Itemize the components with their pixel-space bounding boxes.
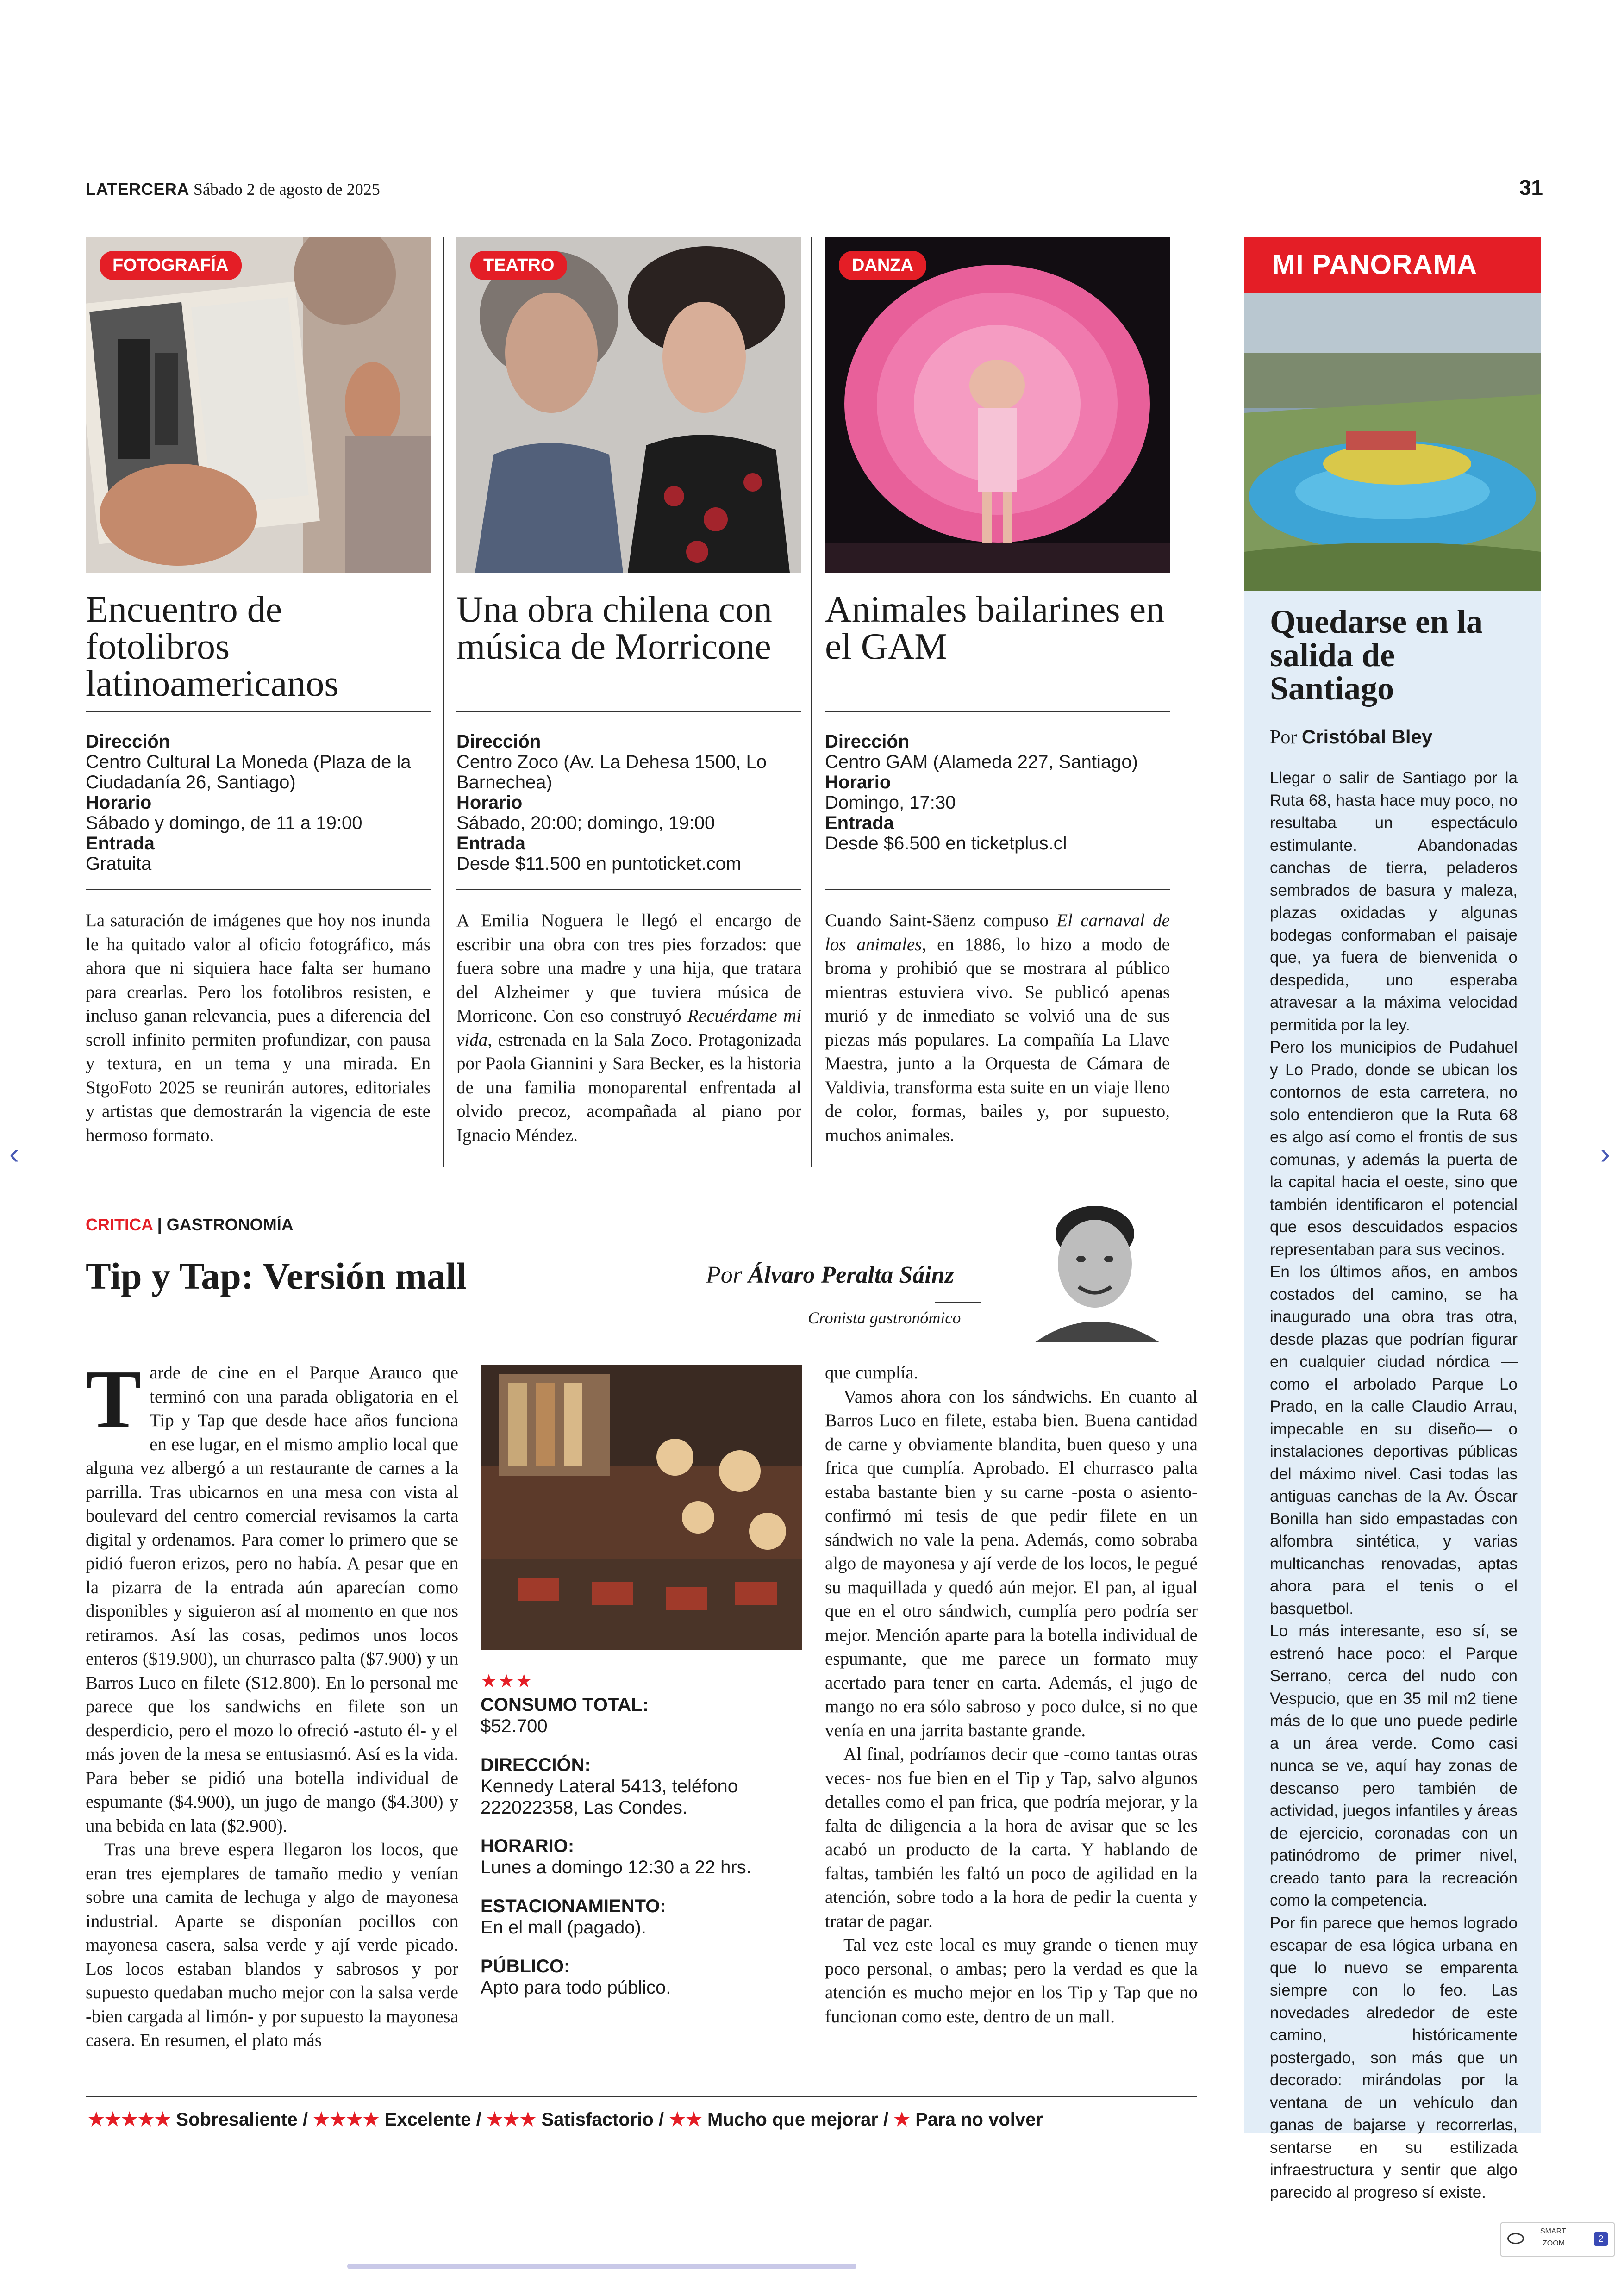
fact-value: En el mall (pagado). <box>481 1917 646 1938</box>
fact-label: PÚBLICO: <box>481 1956 570 1977</box>
legend-separator: / <box>653 2109 669 2130</box>
direccion-label: Dirección <box>456 731 541 752</box>
event-text-part: , estrenada en la Sala Zoco. Protagonizada por Paola Giannini y Sara Becker, es la historia de una familia monoparental enfrentada al olvido precoz, acompañada al piano por Ignacio Méndez. <box>456 1029 801 1145</box>
event-photo-fotolibros <box>86 237 431 573</box>
review-paragraph: arde de cine en el Parque Arauco que terminó con una parada obligatoria en el Tip y Tap que desde hace años funciona en ese lugar, en el mismo amplio local que alguna vez albergó a un restaurante de carnes a la parrilla. Tras ubicarnos en una mesa con vista al boulevard del centro comercial revisamos la carta digital y ordenamos. Para comer lo primero que se pidió fueron erizos, pero no había. A pesar que en la pizarra de la entrada aún aparecían como disponibles y siguieron así al momento en que nos retiramos. Así las cosas, pedimos unos locos enteros ($19.900), un churrasco palta ($7.900) y un Barros Luco en filete ($12.800). En lo personal me parece que los sandwichs en filete son un desperdicio, pero el mozo lo ofreció -astuto él- y el más joven de la mesa se entusiasmó. Así es la vida. Para beber se pidió una botella individual de espumante ($4.900), un jugo de mango ($4.300) y una bebida en lata ($2.900). <box>86 1363 458 1836</box>
legend-separator: / <box>297 2109 313 2130</box>
issue-date: Sábado 2 de agosto de 2025 <box>193 180 380 199</box>
event-column-danza <box>825 237 1170 1147</box>
sidebar-header: MI PANORAMA <box>1244 237 1541 293</box>
direccion-value: Centro GAM (Alameda 227, Santiago) <box>825 752 1138 772</box>
smart-zoom-label-line1: SMART <box>1540 2227 1566 2235</box>
sidebar-mi-panorama <box>1244 237 1541 2201</box>
category-tag: FOTOGRAFÍA <box>100 251 242 280</box>
fact-value: $52.700 <box>481 1716 548 1736</box>
smart-zoom-label-line2: ZOOM <box>1543 2239 1565 2247</box>
column-separator <box>443 237 444 1167</box>
section-topic: GASTRONOMÍA <box>166 1215 294 1234</box>
legend-label: Sobresaliente <box>176 2109 298 2130</box>
legend-stars: ★★ <box>669 2109 702 2130</box>
fact-publico <box>481 1956 671 1998</box>
legend-stars: ★ <box>893 2109 911 2130</box>
section-label <box>86 1215 294 1235</box>
section-critica: CRITICA <box>86 1215 153 1234</box>
horario-label: Horario <box>825 772 891 792</box>
legend-stars: ★★★★ <box>313 2109 380 2130</box>
sidebar-author: Cristóbal Bley <box>1301 726 1433 748</box>
legend-label: Mucho que mejorar <box>707 2109 878 2130</box>
review-paragraph: Tras una breve espera llegaron los locos, que eran tres ejemplares de tamaño medio y venían sobre una camita de lechuga y algo de mayonesa industrial. Aparte se disponían pocillos con mayonesa casera, salsa verde y ají verde picado. Los locos estaban blandos y sabrosos y por supuesto quedaban mucho mejor con la salsa verde -bien cargada al limón- y por supuesto la mayonesa casera. En resumen, el plato más <box>86 1840 458 2050</box>
event-text: La saturación de imágenes que hoy nos inunda le ha quitado valor al oficio fotográfico, más ahora que ni siquiera hace falta ser humano para crearlas. Pero los fotolibros resisten, e incluso ganan relevancia, pues a diferencia del scroll infinito permiten profundizar, con pausa y textura, en un tema y una mirada. En StgoFoto 2025 se reunirán autores, editoriales y artistas que demostrarán la vigencia de este hermoso formato. <box>86 911 431 1145</box>
portrait-illustration <box>1025 1199 1169 1342</box>
author-portrait <box>1025 1199 1169 1342</box>
review-paragraph: que cumplía. <box>825 1363 918 1383</box>
byline-prefix: Por <box>706 1262 742 1288</box>
author-role: Cronista gastronómico <box>808 1309 961 1327</box>
review-column-3 <box>825 1361 1198 2028</box>
direccion-value: Centro Cultural La Moneda (Plaza de la Ciudadanía 26, Santiago) <box>86 752 411 792</box>
review-column-1 <box>86 1353 458 2052</box>
fact-value: Kennedy Lateral 5413, teléfono 222022358, Las Condes. <box>481 1776 738 1818</box>
smart-zoom-button[interactable] <box>1500 2222 1615 2257</box>
chevron-left-icon[interactable]: ‹ <box>9 1137 19 1170</box>
work-title: El carnaval de los animales <box>825 911 1170 954</box>
fact-value: Apto para todo público. <box>481 1977 671 1998</box>
photo-illustration <box>86 237 431 573</box>
horario-label: Horario <box>86 792 152 813</box>
page-number: 31 <box>1519 175 1543 200</box>
event-title: Encuentro de fotolibros latinoamericanos <box>86 589 339 704</box>
direccion-label: Dirección <box>86 731 170 752</box>
legend-label: Satisfactorio <box>541 2109 654 2130</box>
event-text <box>825 890 1170 1147</box>
event-photo-teatro <box>456 237 801 573</box>
sidebar-paragraph: Lo más interesante, eso sí, se estrenó hace poco: el Parque Serrano, cerca del nudo con Vespucio, que en 35 mil m2 tiene más de lo que uno puede pedirle a un área verde. Como casi nunca se ve, aquí hay zonas de descanso pero también de actividad, juegos infantiles y áreas de ejercicio, coronadas con un patinódromo de primer nivel, creado tanto para la recreación como la competencia. <box>1270 1622 1518 1909</box>
direccion-value: Centro Zoco (Av. La Dehesa 1500, Lo Barnechea) <box>456 752 767 792</box>
event-info <box>456 712 801 889</box>
smart-zoom-badge: 2 <box>1594 2232 1608 2246</box>
sidebar-paragraph: Por fin parece que hemos logrado escapar de esa lógica urbana en que lo nuevo se emparenta siempre con lo feo. Las novedades alrededor de este camino, históricamente postergado, son más que un decorado: mirándolas por la ventana de un vehículo dan ganas de bajarse y recorrerlas, sentarse en su estilizada infraestructura y sentir que algo parecido al progreso sí existe. <box>1270 1914 1518 2201</box>
byline-prefix: Por <box>1270 727 1297 748</box>
sidebar-title: Quedarse en la salida de Santiago <box>1270 603 1483 707</box>
event-title: Una obra chilena con música de Morricone <box>456 589 772 667</box>
fact-label: ESTACIONAMIENTO: <box>481 1896 666 1916</box>
legend-label: Para no volver <box>915 2109 1043 2130</box>
fact-label: CONSUMO TOTAL: <box>481 1695 649 1715</box>
sidebar-photo <box>1244 293 1541 591</box>
section-separator: | <box>152 1215 167 1234</box>
rating-legend <box>88 2109 1043 2130</box>
restaurant-interior-illustration <box>481 1365 802 1650</box>
event-title: Animales bailarines en el GAM <box>825 589 1165 667</box>
sidebar-paragraph: Llegar o salir de Santiago por la Ruta 68, hasta hace muy poco, no resultaba un espectáculo estimulante. Abandonadas canchas de tierra, peladeros sembrados de basura y maleza, plazas oxidadas y algunas bodegas conformaban el paisaje que, ya fuera de bienvenida o despedida, uno esperaba atravesar a la máxima velocidad permitida por la ley. <box>1270 769 1518 1034</box>
sidebar-byline <box>1270 726 1515 748</box>
entrada-label: Entrada <box>456 833 525 854</box>
brand-logo: LATERCERA <box>86 180 189 199</box>
fact-horario <box>481 1835 751 1878</box>
fact-direccion <box>481 1754 758 1818</box>
entrada-value: Desde $11.500 en puntoticket.com <box>456 854 742 874</box>
entrada-value: Gratuita <box>86 854 152 874</box>
review-rating-stars: ★★★ <box>481 1671 533 1691</box>
sidebar-paragraph: Pero los municipios de Pudahuel y Lo Prado, donde se ubican los contornos de esta carretera, no solo entendieron que la Ruta 68 es algo así como el frontis de sus comunas, y además la puerta de la capital hacia el oeste, sino que también identificaron el potencial que esos descuidados espacios representaban para sus vecinos. <box>1270 1038 1518 1259</box>
event-photo-danza <box>825 237 1170 573</box>
review-author: Álvaro Peralta Sáinz <box>748 1262 954 1288</box>
horizontal-scrollbar[interactable] <box>347 2264 856 2269</box>
category-tag: TEATRO <box>470 251 567 280</box>
review-paragraph: Al final, podríamos decir que -como tantas otras veces- nos fue bien en el Tip y Tap, salvo algunos detalles como el pan frica, que podría mejorar, y la falta de diligencia a la hora de avisar que se les acabó un producto de la carta. Y hablando de faltas, también les faltó un poco de agilidad en la atención, sobre todo a la hora de pedir la cuenta y tratar de pagar. <box>825 1744 1198 1931</box>
fact-consumo <box>481 1694 649 1737</box>
play-title: Recuérdame mi vida <box>456 1006 801 1050</box>
review-paragraph: Vamos ahora con los sándwichs. En cuanto al Barros Luco en filete, estaba bien. Buena cantidad de carne y obviamente blandita, buen queso y una frica que cumplía. Aprobado. El churrasco palta estaba bastante bien y su carne -posta o asiento- confirmó mi tesis de que pedir filete en un sándwich no vale la pena. Además, como sobraba algo de mayonesa y ají verde de los locos, le pegué su maquillada y quedó aún mejor. El pan, al igual que en el otro sándwich, cumplía pero podría ser mejor. Mención aparte para la botella individual de espumante, que me parece un formato muy acertado para tener en carta. Además, el jugo de mango no era sólo sabroso y poco dulce, si no que venía en una jarrita bastante grande. <box>825 1386 1198 1740</box>
event-column-fotografia <box>86 237 431 1147</box>
review-paragraph: Tal vez este local es muy grande o tienen muy poco personal, o ambas; pero la verdad es que la atención es mucho mejor en los Tip y Tap que no funcionan como este, dentro de un mall. <box>825 1935 1198 2027</box>
eye-icon <box>1507 2233 1524 2244</box>
horario-value: Sábado y domingo, de 11 a 19:00 <box>86 813 362 833</box>
event-text <box>456 890 801 1147</box>
fact-estacionamiento <box>481 1896 666 1938</box>
divider <box>86 2096 1197 2097</box>
category-tag: DANZA <box>839 251 926 280</box>
legend-separator: / <box>878 2109 894 2130</box>
fact-label: HORARIO: <box>481 1836 575 1856</box>
event-info <box>86 712 431 889</box>
photo-illustration <box>825 237 1170 573</box>
horario-value: Sábado, 20:00; domingo, 19:00 <box>456 813 715 833</box>
park-aerial-illustration <box>1244 293 1541 591</box>
chevron-right-icon[interactable]: › <box>1600 1137 1610 1170</box>
review-title: Tip y Tap: Versión mall <box>86 1255 467 1297</box>
column-separator <box>811 237 812 1167</box>
direccion-label: Dirección <box>825 731 910 752</box>
event-info <box>825 712 1170 889</box>
photo-illustration <box>456 237 801 573</box>
horario-label: Horario <box>456 792 523 813</box>
restaurant-photo <box>481 1365 802 1650</box>
legend-separator: / <box>471 2109 487 2130</box>
masthead <box>86 180 380 199</box>
event-text-part: , en 1886, lo hizo a modo de broma y prohibió que se mostrara al público mientras estuviera vivo. Se publicó apenas murió y de inmediato se volvió una de sus piezas más populares. La compañía La Llave Maestra, junto a la Orquesta de Cámara de Valdivia, transforma esta suite en un viaje lleno de color, formas, bailes y, por supuesto, muchos animales. <box>825 934 1170 1145</box>
event-text-part: A Emilia Noguera le llegó el encargo de escribir una obra con tres pies forzados: que fuera sobre una madre y una hija, que tratara del Alzheimer y que tuviera música de Morricone. Con eso construyó <box>456 911 801 1026</box>
legend-label: Excelente <box>384 2109 471 2130</box>
fact-value: Lunes a domingo 12:30 a 22 hrs. <box>481 1857 751 1877</box>
horario-value: Domingo, 17:30 <box>825 792 956 813</box>
event-text-part: Cuando Saint-Säenz compuso <box>825 911 1057 930</box>
legend-stars: ★★★ <box>486 2109 537 2130</box>
entrada-value: Desde $6.500 en ticketplus.cl <box>825 833 1067 854</box>
drop-cap: T <box>86 1353 142 1445</box>
entrada-label: Entrada <box>86 833 155 854</box>
byline-rule <box>935 1302 981 1303</box>
legend-stars: ★★★★★ <box>88 2109 171 2130</box>
sidebar-body <box>1270 767 1518 2204</box>
entrada-label: Entrada <box>825 813 894 833</box>
review-byline <box>706 1261 954 1289</box>
sidebar-paragraph: En los últimos años, en ambos costados del camino, se ha inaugurado una obra tras otra, desde plazas que podrían figurar en cualquier ciudad nórdica —como el arbolado Parque Lo Prado, en la calle Claudio Arrau, impecable en su diseño— o instalaciones deportivas públicas del máximo nivel. Casi todas las antiguas canchas de la Av. Óscar Bonilla han sido empastadas con alfombra sintética, y varias multicanchas renovadas, aptas ahora para el tenis o el basquetbol. <box>1270 1263 1518 1618</box>
fact-label: DIRECCIÓN: <box>481 1755 591 1775</box>
event-column-teatro <box>456 237 801 1147</box>
